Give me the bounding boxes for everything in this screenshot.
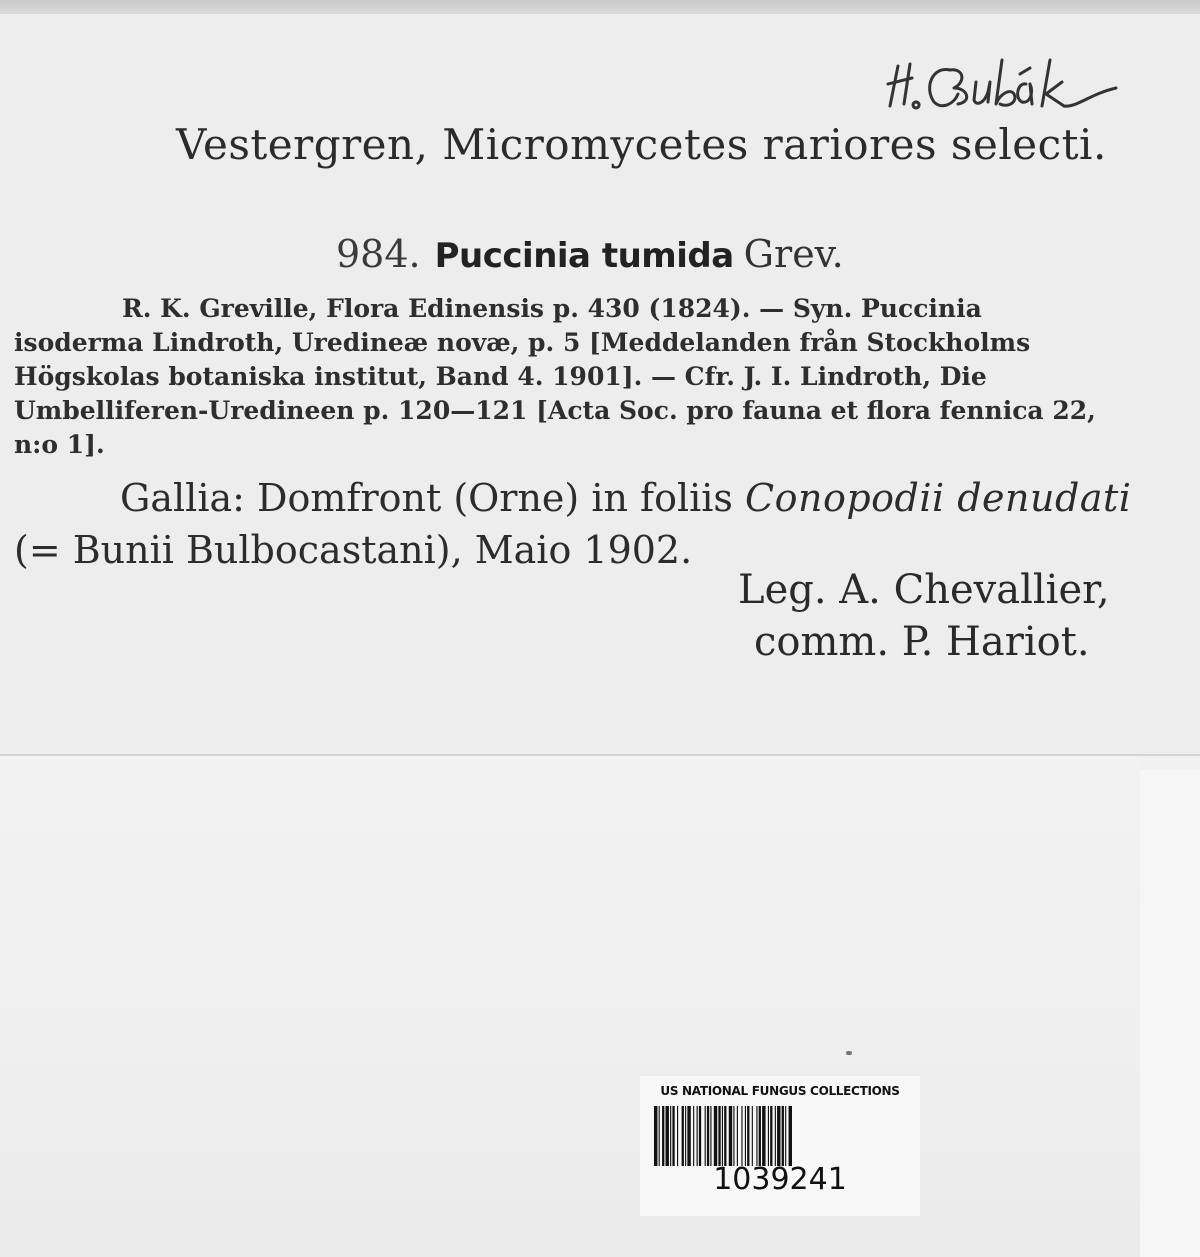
barcode-bar: [672, 1106, 674, 1166]
barcode-bar: [659, 1106, 660, 1166]
barcode-bar: [737, 1106, 738, 1166]
barcode-bar: [759, 1106, 761, 1166]
exsiccata-number: 984.: [336, 232, 421, 276]
barcode-bar: [724, 1106, 726, 1166]
barcode-bar: [718, 1106, 720, 1166]
catalog-number: 1039241: [713, 1162, 847, 1197]
paper-speck: [846, 1051, 852, 1055]
series-title: Vestergren, Micromycetes rariores selecti.: [176, 120, 1107, 169]
barcode-bar: [685, 1106, 686, 1166]
species-line: [336, 232, 844, 276]
barcode-bar: [693, 1106, 694, 1166]
barcode-bar: [677, 1106, 678, 1166]
barcode-bar: [666, 1106, 669, 1166]
barcode-bar: [768, 1106, 769, 1166]
barcode-bar: [747, 1106, 749, 1166]
species-author: Grev.: [743, 232, 844, 276]
barcode-bar: [789, 1106, 792, 1166]
packet-edge: [1140, 770, 1200, 1257]
barcode-bar: [729, 1106, 732, 1166]
barcode-bar: [777, 1106, 780, 1166]
barcode-bar: [654, 1106, 657, 1166]
locality-line: [14, 472, 1200, 524]
barcode-bar: [705, 1106, 706, 1166]
barcode-bar: [670, 1106, 671, 1166]
barcode-bar: [722, 1106, 723, 1166]
barcode-bar: [662, 1106, 664, 1166]
barcode-bar: [770, 1106, 772, 1166]
specimen-label: [0, 14, 1200, 754]
barcode-label: [640, 1076, 920, 1216]
barcode-bar: [682, 1106, 684, 1166]
species-name: Puccinia tumida: [434, 236, 734, 276]
specimen-packet: [0, 756, 1140, 1257]
barcode-icon: [654, 1106, 906, 1166]
barcode-bar: [785, 1106, 786, 1166]
barcode-bar: [699, 1106, 701, 1166]
reference-line: isoderma Lindroth, Uredineæ novæ, p. 5 [Meddelanden från Stockholms: [14, 328, 1031, 357]
collection-name: US NATIONAL FUNGUS COLLECTIONS: [660, 1084, 900, 1098]
barcode-bar: [707, 1106, 709, 1166]
barcode-bar: [745, 1106, 746, 1166]
barcode-bar: [775, 1106, 776, 1166]
barcode-bar: [752, 1106, 753, 1166]
barcode-bars: [654, 1106, 906, 1166]
barcode-bar: [741, 1106, 742, 1166]
collector-line: Leg. A. Chevallier,: [738, 567, 1110, 613]
barcode-bar: [782, 1106, 784, 1166]
barcode-bar: [697, 1106, 698, 1166]
signature-drawing: [880, 48, 1130, 118]
communicator-line: comm. P. Hariot.: [754, 619, 1090, 665]
locality-block: [14, 472, 1200, 576]
barcode-bar: [687, 1106, 690, 1166]
reference-line: Umbelliferen-Uredineen p. 120—121 [Acta Soc. pro fauna et flora fennica 22,: [14, 396, 1096, 425]
barcode-bar: [710, 1106, 711, 1166]
locality-line: (= Bunii Bulbocastani), Maio 1902.: [14, 528, 693, 572]
handwritten-signature: [880, 48, 1130, 118]
host-plant: Conopodii denudati: [745, 476, 1132, 520]
collector-block: [738, 564, 1110, 668]
reference-line: R. K. Greville, Flora Edinensis p. 430 (1824). — Syn. Puccinia: [122, 294, 982, 323]
barcode-bar: [714, 1106, 717, 1166]
reference-line: Högskolas botaniska institut, Band 4. 1901]. — Cfr. J. I. Lindroth, Die: [14, 362, 987, 391]
barcode-bar: [733, 1106, 734, 1166]
reference-block: [14, 292, 1200, 462]
reference-line: n:o 1].: [14, 430, 105, 459]
locality-text: Gallia: Domfront (Orne) in foliis: [120, 476, 746, 520]
barcode-bar: [756, 1106, 757, 1166]
barcode-bar: [762, 1106, 765, 1166]
